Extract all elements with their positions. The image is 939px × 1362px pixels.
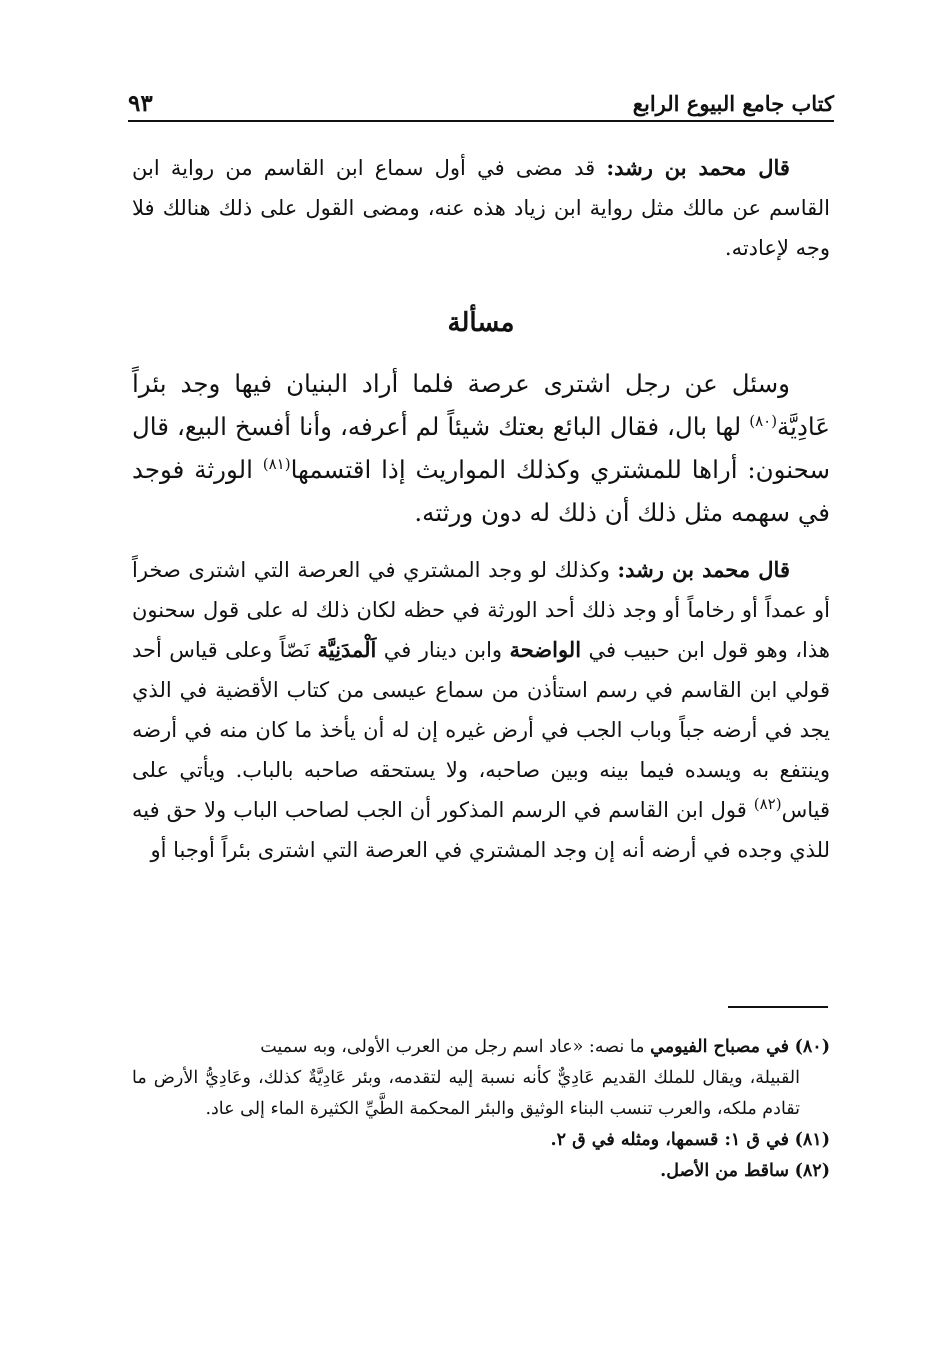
footnote-number: (٨٠): [794, 1037, 830, 1057]
running-title: كتاب جامع البيوع الرابع: [632, 90, 834, 116]
footnote-ref-81[interactable]: (٨١): [262, 454, 291, 473]
footnote-80-continuation: القبيلة، ويقال للملك القديم عَادِيٌّ كأنه نسبة إليه لتقدمه، وبئر عَادِيَّةٌ كذلك، وعَادِيُّ الأرض ما تقادم ملكه، والعرب تنسب البناء الوثيق والبئر المحكمة الطَّيِّ الكثيرة الماء إلى عاد.: [132, 1068, 801, 1119]
footnote-ref-82[interactable]: (٨٢): [753, 795, 782, 813]
running-header: [128, 86, 834, 122]
speaker-label: قال محمد بن رشد:: [617, 557, 790, 582]
footnote-81: [132, 1125, 830, 1156]
footnote-number: (٨١): [794, 1130, 830, 1150]
section-heading: مسألة: [447, 308, 515, 338]
paragraph-commentary-1: [132, 148, 830, 268]
footnote-source: في مصباح الفيومي: [650, 1037, 790, 1057]
footnote-text: في ق ١: قسمها، ومثله في ق ٢.: [550, 1130, 790, 1150]
paragraph-text: وابن دينار في: [383, 638, 503, 662]
footnote-text: ما نصه: «عاد اسم رجل من العرب الأولى، وبه سميت: [260, 1037, 645, 1057]
footnote-ref-80[interactable]: (٨٠): [749, 411, 778, 430]
paragraph-text: نَصّاً وعلى قياس أحد قولي ابن القاسم في رسم استأذن من سماع عيسى من كتاب الأقضية في الذي يجد في أرضه جباً وباب الجب في أرض غيره إن له أن يأخذ ما كان منه في أرضه وينتفع به ويسده فيما بينه وبين صاحبه، ولا يستحقه صاحبه بالباب. ويأتي على قياس: [132, 638, 830, 822]
main-text: [132, 148, 830, 870]
paragraph-text: قد مضى في أول سماع ابن القاسم من رواية ابن القاسم عن مالك مثل رواية ابن زياد هذه عنه، ومضى القول على ذلك هنالك فلا وجه لإعادته.: [132, 156, 830, 260]
footnote-number: (٨٢): [794, 1161, 830, 1181]
paragraph-text: لها بال، فقال البائع بعتك شيئاً لم أعرفه، وأنا أفسخ البيع، قال سحنون: أراها للمشتري وكذلك المواريث إذا اقتسمها: [132, 412, 830, 484]
paragraph-commentary-2: [132, 550, 830, 870]
footnotes: [132, 1032, 830, 1187]
paragraph-gap: [132, 534, 830, 550]
book-title-wadiha: الواضحة: [509, 637, 582, 662]
book-title-madaniyya: اَلْمدَنِيَّة: [317, 637, 377, 662]
paragraph-text: الورثة فوجد في سهمه مثل ذلك أن ذلك له دون ورثته.: [132, 455, 830, 527]
page-number: ٩٣: [128, 89, 153, 117]
speaker-label: قال محمد بن رشد:: [606, 155, 790, 180]
footnote-82: [132, 1156, 830, 1187]
paragraph-text: قول ابن القاسم في الرسم المذكور أن الجب لصاحب الباب ولا حق فيه للذي وجده في أرضه أنه إن وجد المشتري في العرصة التي اشترى بئراً أوجبا أو: [132, 798, 830, 862]
paragraph-text: وسئل عن رجل اشترى عرصة فلما أراد البنيان فيها وجد بئراً عَادِيَّة: [132, 369, 830, 441]
footnote-80: [132, 1032, 830, 1063]
paragraph-text: وكذلك لو وجد المشتري في العرصة التي اشترى صخراً أو عمداً أو رخاماً أو وجد ذلك أحد الورثة في حظه لكان ذلك له على قول سحنون هذا، وهو قول ابن حبيب في: [132, 558, 830, 662]
footnote-separator: [728, 1006, 828, 1008]
paragraph-question: [132, 362, 830, 534]
footnote-text: ساقط من الأصل.: [660, 1161, 790, 1181]
